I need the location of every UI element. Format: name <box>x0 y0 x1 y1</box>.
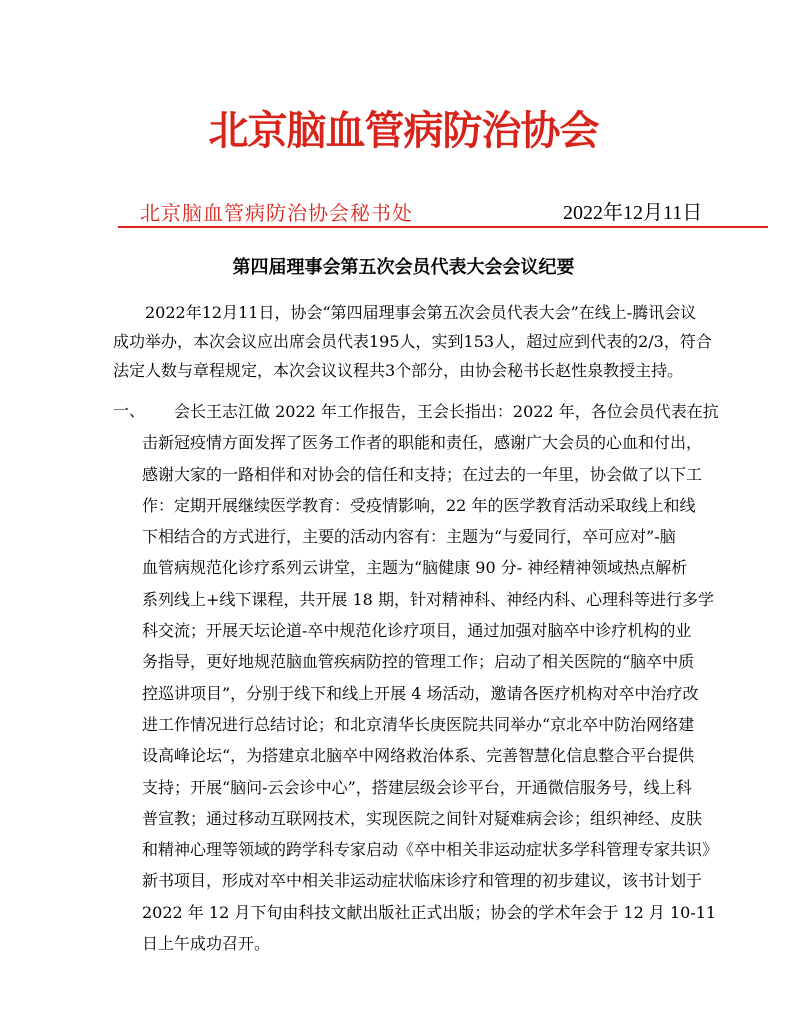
paragraph-line: 普宣教；通过移动互联网技术，实现医院之间针对疑难病会诊；组织神经、皮肤 <box>142 808 703 828</box>
org-title: 北京脑血管病防治协会 <box>208 108 599 154</box>
sender-office: 北京脑血管病防治协会秘书处 <box>140 201 413 225</box>
paragraph-line: 务指导，更好地规范脑血管疾病防控的管理工作；启动了相关医院的“脑卒中质 <box>142 652 695 672</box>
paragraph-line: 新书项目，形成对卒中相关非运动症状临床诊疗和管理的初步建议，该书计划于 <box>142 871 703 891</box>
issue-date: 2022年12月11日 <box>563 202 703 224</box>
intro-paragraph <box>113 298 725 385</box>
paragraph-line: 科交流；开展天坛论道-卒中规范化诊疗项目，通过加强对脑卒中诊疗机构的业 <box>142 621 692 641</box>
paragraph-line: 血管病规范化诊疗系列云讲堂，主题为“脑健康 90 分- 神经精神领域热点解析 <box>142 558 688 578</box>
document-title: 第四届理事会第五次会员代表大会会议纪要 <box>232 257 575 278</box>
paragraph-line: 支持；开展“脑问-云会诊中心”，搭建层级会诊平台，开通微信服务号，线上科 <box>142 777 692 797</box>
red-divider-line <box>118 226 768 228</box>
list-item-body <box>142 396 742 959</box>
paragraph-line: 击新冠疫情方面发挥了医务工作者的职能和责任，感谢广大会员的心血和付出， <box>142 433 703 453</box>
paragraph-line: 2022 年 12 月下旬由科技文献出版社正式出版；协会的学术年会于 12 月 10-11 <box>142 902 717 922</box>
paragraph-line: 设高峰论坛“，为搭建京北脑卒中网络救治体系、完善智慧化信息整合平台提供 <box>142 746 695 766</box>
paragraph-line: 系列线上+线下课程，共开展 18 期，针对精神科、神经内科、心理科等进行多学 <box>142 589 714 609</box>
paragraph-line: 作：定期开展继续医学教育：受疫情影响，22 年的医学教育活动采取线上和线 <box>142 495 696 515</box>
list-marker: 一、 <box>113 401 146 420</box>
paragraph-line: 法定人数与章程规定，本次会议议程共3个部分，由协会秘书长赵性泉教授主持。 <box>113 361 684 380</box>
paragraph-line: 和精神心理等领域的跨学科专家启动《卒中相关非运动症状多学科管理专家共识》 <box>142 840 719 860</box>
paragraph-line: 进工作情况进行总结讨论；和北京清华长庚医院共同举办“京北卒中防治网络建 <box>142 714 695 734</box>
paragraph-line: 会长王志江做 2022 年工作报告，王会长指出：2022 年，各位会员代表在抗 <box>174 402 719 421</box>
paragraph-line: 感谢大家的一路相伴和对协会的信任和支持；在过去的一年里，协会做了以下工 <box>142 464 703 484</box>
paragraph-line: 日上午成功召开。 <box>142 934 271 954</box>
paragraph-line: 成功举办，本次会议应出席会员代表195人，实到153人，超过应到代表的2/3，符合 <box>113 332 712 351</box>
paragraph-line: 下相结合的方式进行，主要的活动内容有：主题为“与爱同行，卒可应对”-脑 <box>142 527 676 547</box>
paragraph-line: 控巡讲项目”，分别于线下和线上开展 4 场活动，邀请各医疗机构对卒中治疗改 <box>142 683 699 703</box>
paragraph-line: 2022年12月11日，协会“第四届理事会第五次会员代表大会”在线上-腾讯会议 <box>145 303 697 322</box>
